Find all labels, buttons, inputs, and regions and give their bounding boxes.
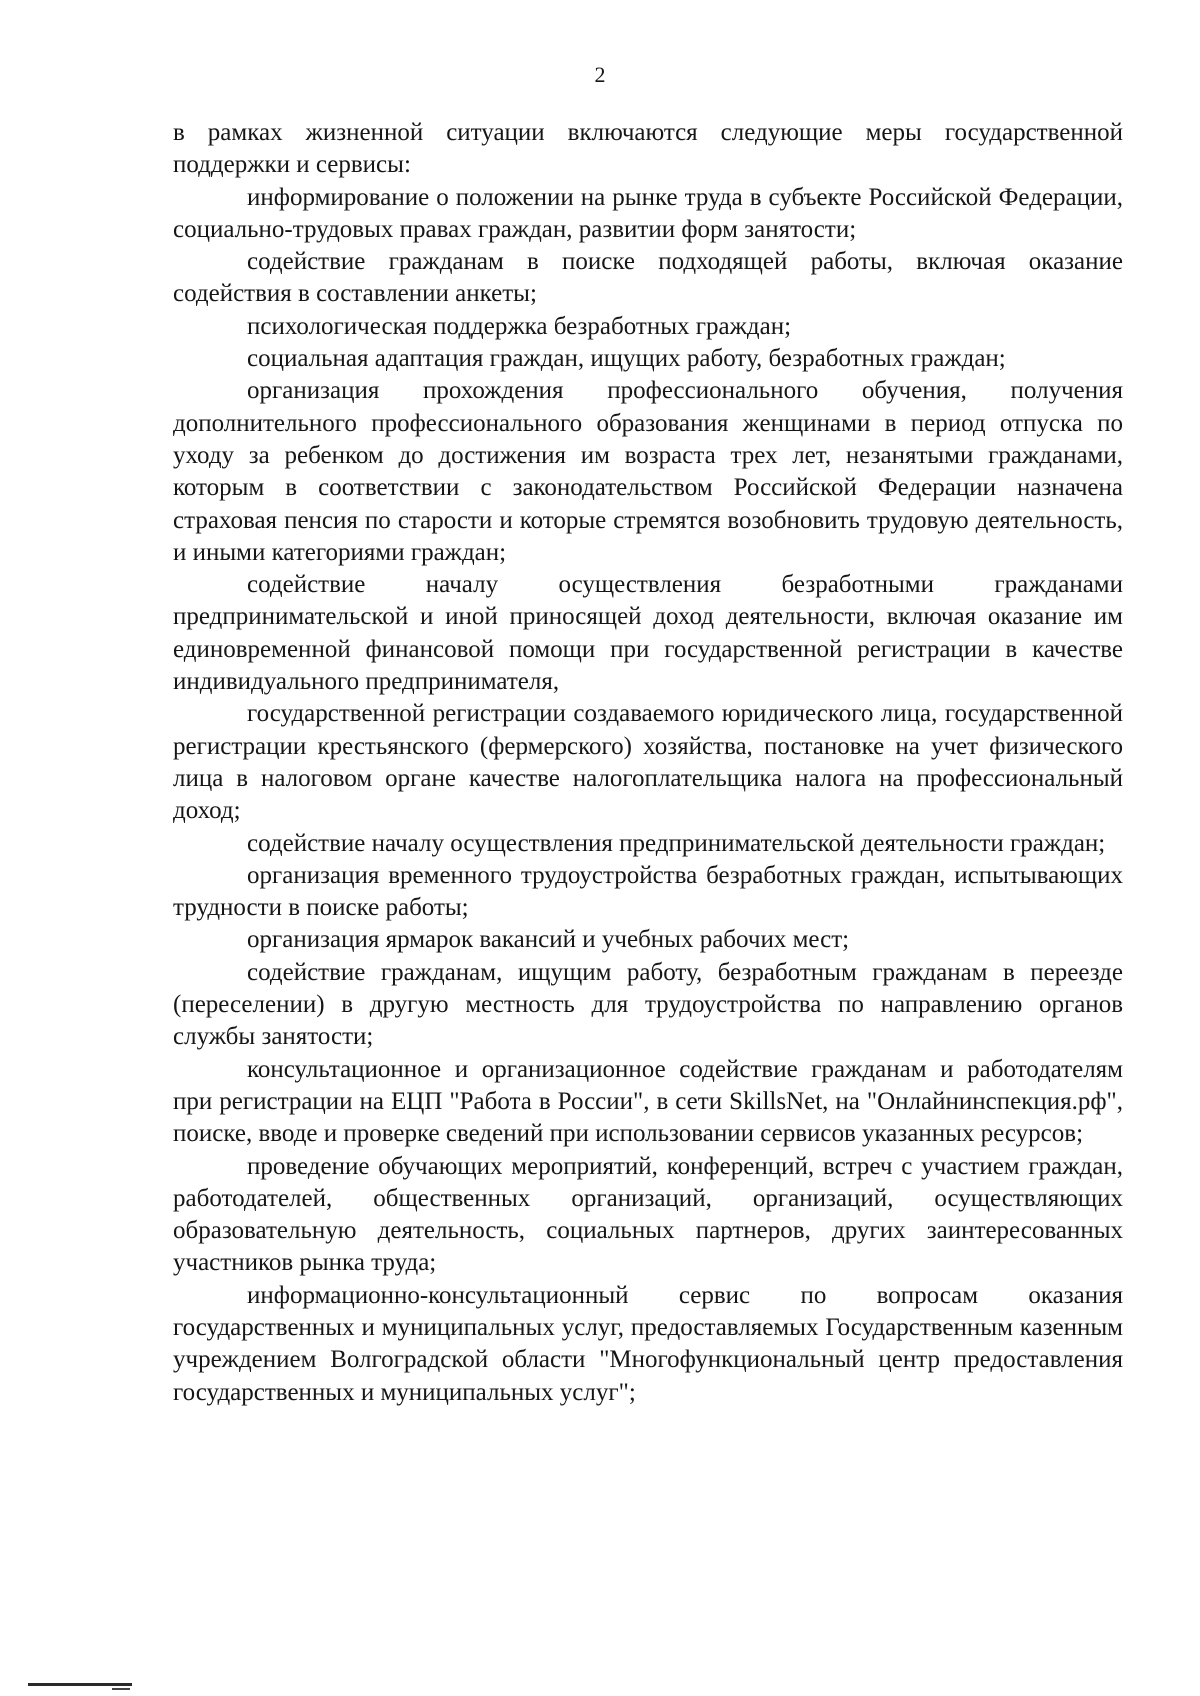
- paragraph-entrepreneurship-help: содействие началу осуществления безработными гражданами предпринимательской и иной приносящей доход деятельности, включая оказание им единовременной финансовой помощи при государственной регистрации в качестве индивидуального предпринимателя,: [173, 571, 1123, 696]
- paragraph-state-registration: государственной регистрации создаваемого юридического лица, государственной регистрации крестьянского (фермерского) хозяйства, постановке на учет физического лица в налоговом органе качестве налогоплательщика налога на профессиональный доход;: [173, 700, 1123, 825]
- paragraph-job-search-help: содействие гражданам в поиске подходящей работы, включая оказание содействия в составлении анкеты;: [173, 248, 1123, 308]
- paragraph-registration-consulting: консультационное и организационное содействие гражданам и работодателям при регистрации на ЕЦП "Работа в России", в сети SkillsNet, на "Онлайнинспекция.рф", поиске, вводе и проверке сведений при использовании сервисов указанных ресурсов;: [173, 1055, 1123, 1148]
- paragraph-job-fairs: организация ярмарок вакансий и учебных рабочих мест;: [247, 926, 850, 954]
- paragraph-mfc-service: информационно-консультационный сервис по вопросам оказания государственных и муниципальных услуг, предоставляемых Государственным казенным учреждением Волгоградской области "Многофункциональный центр предоставления государственных и муниципальных услуг";: [173, 1281, 1123, 1406]
- paragraph-labor-market-info: информирование о положении на рынке труда в субъекте Российской Федерации, социально-трудовых правах граждан, развитии форм занятости;: [173, 183, 1123, 243]
- paragraph-training-events: проведение обучающих мероприятий, конференций, встреч с участием граждан, работодателей, общественных организаций, организаций, осуществляющих образовательную деятельность, социальных партнеров, других заинтересованных участников рынка труда;: [173, 1152, 1123, 1277]
- page-number: 2: [594, 62, 606, 87]
- paragraph-business-start: содействие началу осуществления предпринимательской деятельности граждан;: [247, 829, 1106, 857]
- paragraph-intro: в рамках жизненной ситуации включаются следующие меры государственной поддержки и сервисы:: [173, 119, 1123, 179]
- paragraph-social-adaptation: социальная адаптация граждан, ищущих работу, безработных граждан;: [247, 345, 1006, 373]
- paragraph-professional-training: организация прохождения профессионального обучения, получения дополнительного профессионального образования женщинами в период отпуска по уходу за ребенком до достижения им возраста трех лет, незанятыми гражданами, которым в соответствии с законодательством Российской Федерации назначена страховая пенсия по старости и которые стремятся возобновить трудовую деятельность, и иными категориями граждан;: [173, 377, 1123, 566]
- document-body: [173, 117, 1123, 1409]
- scan-edge-mark: [28, 1683, 132, 1686]
- scan-edge-mark-tail: [112, 1688, 130, 1690]
- paragraph-relocation-help: содействие гражданам, ищущим работу, безработным гражданам в переезде (переселении) в другую местность для трудоустройства по направлению органов службы занятости;: [173, 958, 1123, 1051]
- paragraph-temporary-employment: организация временного трудоустройства безработных граждан, испытывающих трудности в поиске работы;: [173, 861, 1123, 922]
- paragraph-psychological-support: психологическая поддержка безработных граждан;: [247, 312, 792, 340]
